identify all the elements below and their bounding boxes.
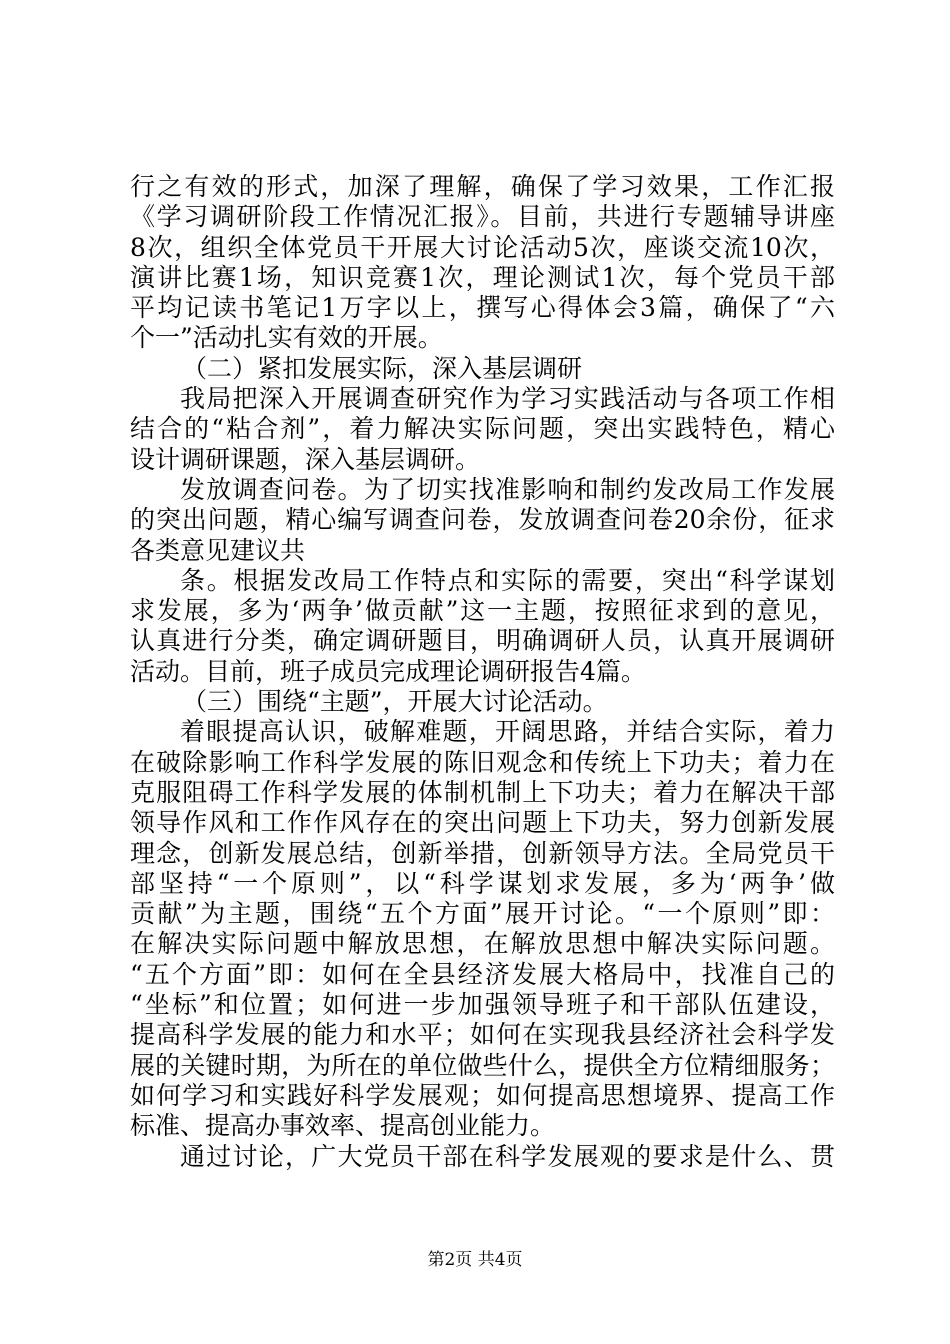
text-line: 设计调研课题，深入基层调研。 bbox=[130, 444, 481, 474]
text-line: 通过讨论，广大党员干部在科学发展观的要求是什么、贯 bbox=[180, 1141, 835, 1171]
text-line: 我局把深入开展调查研究作为学习实践活动与各项工作相 bbox=[180, 384, 835, 414]
text-line: 认真进行分类，确定调研题目，明确调研人员，认真开展调研 bbox=[130, 626, 835, 656]
text-line: 贡献”为主题，围绕“五个方面”展开讨论。“一个原则”即： bbox=[130, 899, 835, 929]
text-line: 发放调查问卷。为了切实找准影响和制约发改局工作发展 bbox=[180, 474, 835, 504]
text-line: 《学习调研阶段工作情况汇报》。目前，共进行专题辅导讲座 bbox=[130, 202, 835, 232]
text-line: 标准、提高办事效率、提高创业能力。 bbox=[130, 1111, 556, 1141]
text-line: 展的关键时期，为所在的单位做些什么，提供全方位精细服务； bbox=[130, 1050, 835, 1080]
text-line: 克服阻碍工作科学发展的体制机制上下功夫；着力在解决干部 bbox=[130, 777, 835, 807]
text-line: “坐标”和位置；如何进一步加强领导班子和干部队伍建设， bbox=[130, 990, 835, 1020]
text-line: 在解决实际问题中解放思想，在解放思想中解决实际问题。 bbox=[130, 929, 835, 959]
page-footer: 第2页 共4页 bbox=[427, 1250, 523, 1270]
text-line: 平均记读书笔记1万字以上，撰写心得体会3篇，确保了“六 bbox=[130, 293, 835, 323]
text-line: 条。根据发改局工作特点和实际的需要，突出“科学谋划 bbox=[180, 565, 835, 595]
document-body bbox=[130, 172, 835, 1172]
text-line: 行之有效的形式，加深了理解，确保了学习效果，工作汇报 bbox=[130, 172, 835, 201]
text-line: “五个方面”即：如何在全县经济发展大格局中，找准自己的 bbox=[130, 959, 835, 989]
text-line: 着眼提高认识，破解难题，开阔思路，并结合实际，着力 bbox=[180, 717, 835, 747]
text-line: 8次，组织全体党员干开展大讨论活动5次，座谈交流10次， bbox=[130, 232, 835, 262]
text-line: 提高科学发展的能力和水平；如何在实现我县经济社会科学发 bbox=[130, 1020, 835, 1050]
text-line: 部坚持“一个原则”，以“科学谋划求发展，多为‘两争’做 bbox=[130, 868, 835, 898]
text-line: 的突出问题，精心编写调查问卷，发放调查问卷20余份，征求 bbox=[130, 505, 835, 535]
text-line: 在破除影响工作科学发展的陈旧观念和传统上下功夫；着力在 bbox=[130, 747, 835, 777]
text-line: 结合的“粘合剂”，着力解决实际问题，突出实践特色，精心 bbox=[130, 414, 835, 444]
text-line: 各类意见建议共 bbox=[130, 535, 306, 565]
text-line: 演讲比赛1场，知识竞赛1次，理论测试1次，每个党员干部 bbox=[130, 262, 835, 292]
text-line: 活动。目前，班子成员完成理论调研报告4篇。 bbox=[130, 656, 646, 686]
text-line: 求发展，多为‘两争’做贡献”这一主题，按照征求到的意见， bbox=[130, 596, 835, 626]
text-line: 如何学习和实践好科学发展观；如何提高思想境界、提高工作 bbox=[130, 1080, 835, 1110]
text-line: 理念，创新发展总结，创新举措，创新领导方法。全局党员干 bbox=[130, 838, 835, 868]
section-heading: （三）围绕“主题”，开展大讨论活动。 bbox=[182, 687, 608, 717]
text-line: 个一”活动扎实有效的开展。 bbox=[130, 323, 443, 353]
text-line: 领导作风和工作作风存在的突出问题上下功夫，努力创新发展 bbox=[130, 808, 835, 838]
section-heading: （二）紧扣发展实际，深入基层调研 bbox=[182, 353, 583, 383]
